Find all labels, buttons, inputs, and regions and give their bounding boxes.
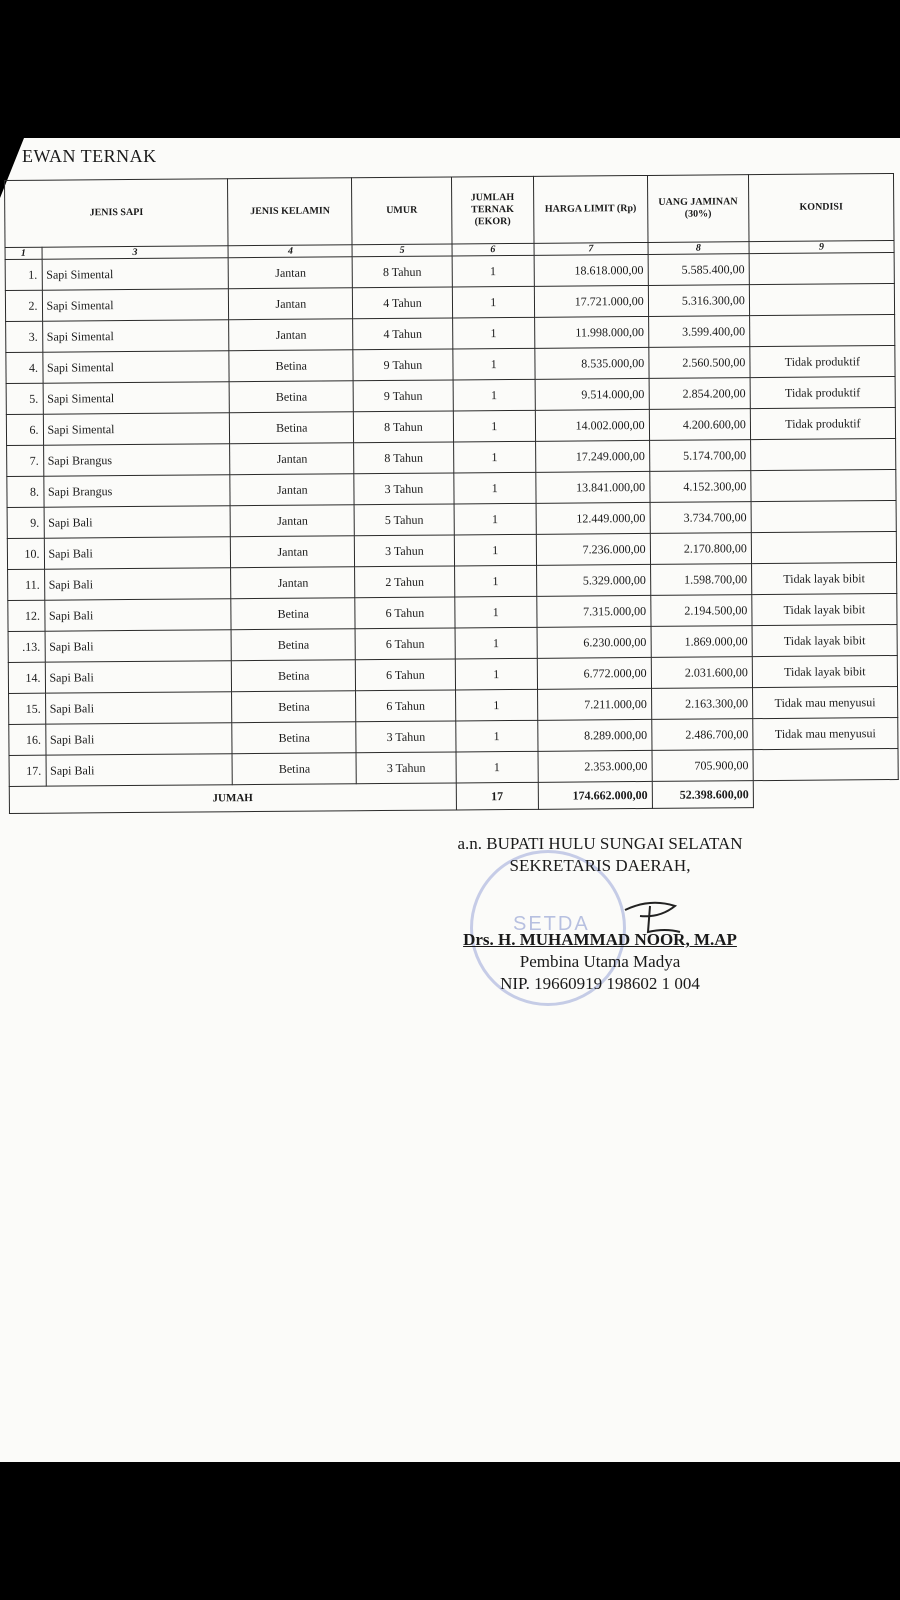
cell-umur: 3 Tahun	[354, 473, 453, 505]
document-page	[0, 138, 900, 1462]
cell-umur: 6 Tahun	[355, 597, 454, 629]
cell-jumlah: 1	[453, 410, 536, 442]
signatory-name: Drs. H. MUHAMMAD NOOR, M.AP	[463, 930, 737, 949]
cell-jenis: Sapi Simental	[42, 351, 229, 383]
cell-harga: 6.230.000,00	[537, 626, 651, 658]
column-number: 7	[534, 242, 648, 255]
cell-jaminan: 5.316.300,00	[648, 285, 749, 317]
signature-line1: a.n. BUPATI HULU SUNGAI SELATAN	[457, 834, 743, 853]
cell-no: 4.	[6, 352, 43, 383]
cell-jenis: Sapi Bali	[44, 599, 231, 631]
cell-harga: 12.449.000,00	[536, 502, 650, 534]
cell-jumlah: 1	[452, 348, 535, 380]
cell-jaminan: 4.152.300,00	[650, 471, 751, 503]
cell-kelamin: Jantan	[231, 536, 355, 568]
cell-jumlah: 1	[455, 720, 538, 752]
cell-umur: 9 Tahun	[353, 349, 452, 381]
cell-jaminan: 3.734.700,00	[650, 502, 751, 534]
cell-umur: 6 Tahun	[356, 659, 455, 691]
cell-jaminan: 3.599.400,00	[648, 316, 749, 348]
cell-kondisi: Tidak layak bibit	[751, 563, 896, 595]
cell-kondisi: Tidak layak bibit	[752, 625, 897, 657]
cell-jumlah: 1	[453, 472, 536, 504]
cell-kondisi: Tidak produktif	[750, 346, 895, 378]
cell-kondisi	[749, 315, 894, 347]
cell-jenis: Sapi Bali	[44, 568, 231, 600]
cell-harga: 13.841.000,00	[536, 471, 650, 503]
cell-kelamin: Betina	[232, 722, 356, 754]
cell-jenis: Sapi Bali	[46, 754, 233, 786]
cell-kondisi: Tidak layak bibit	[752, 594, 897, 626]
signature-line2: SEKRETARIS DAERAH,	[509, 856, 691, 875]
page-title: EWAN TERNAK	[22, 146, 157, 166]
cell-harga: 6.772.000,00	[537, 657, 651, 689]
cell-no: 17.	[9, 755, 46, 786]
column-number: 4	[228, 245, 352, 258]
cell-jumlah: 1	[453, 379, 536, 411]
cell-kondisi: Tidak mau menyusui	[752, 686, 897, 718]
cell-no: 11.	[8, 569, 45, 600]
cell-jenis: Sapi Bali	[44, 506, 231, 538]
total-jaminan: 52.398.600,00	[652, 781, 753, 809]
cell-jenis: Sapi Simental	[42, 289, 229, 321]
cell-kelamin: Jantan	[230, 474, 354, 506]
cell-umur: 3 Tahun	[356, 752, 455, 784]
cell-jenis: Sapi Brangus	[43, 444, 230, 476]
cell-jaminan: 1.598.700,00	[650, 564, 751, 596]
cell-umur: 5 Tahun	[354, 504, 453, 536]
cell-harga: 2.353.000,00	[538, 750, 652, 782]
cell-kondisi: Tidak produktif	[750, 408, 895, 440]
cell-harga: 18.618.000,00	[534, 254, 648, 286]
cell-jenis: Sapi Bali	[44, 537, 231, 569]
cell-harga: 17.249.000,00	[536, 440, 650, 472]
cell-no: 16.	[9, 724, 46, 755]
cell-kondisi: Tidak mau menyusui	[753, 717, 898, 749]
column-number: 1	[5, 247, 42, 259]
cell-kondisi	[751, 532, 896, 564]
cell-jenis: Sapi Simental	[43, 382, 230, 414]
cell-umur: 8 Tahun	[353, 256, 452, 288]
cell-umur: 4 Tahun	[353, 318, 452, 350]
signatory-nip: NIP. 19660919 198602 1 004	[500, 974, 700, 993]
cell-kelamin: Betina	[229, 381, 353, 413]
cell-jaminan: 2.486.700,00	[651, 719, 752, 751]
cell-kondisi	[749, 253, 894, 285]
cell-no: 7.	[7, 445, 44, 476]
cell-jaminan: 2.560.500,00	[649, 347, 750, 379]
cell-jumlah: 1	[455, 689, 538, 721]
cell-jumlah: 1	[455, 658, 538, 690]
cell-jaminan: 5.174.700,00	[649, 440, 750, 472]
cell-no: 15.	[9, 693, 46, 724]
cell-jumlah: 1	[452, 317, 535, 349]
table-header-row	[5, 174, 894, 248]
header-jenis-kelamin: JENIS KELAMIN	[228, 178, 353, 246]
cell-harga: 7.315.000,00	[537, 595, 651, 627]
column-number: 3	[42, 246, 229, 259]
cell-jumlah: 1	[456, 751, 539, 783]
cell-kelamin: Betina	[231, 629, 355, 661]
header-uang-jaminan: UANG JAMINAN (30%)	[647, 175, 749, 243]
cell-kelamin: Jantan	[228, 257, 352, 289]
cell-umur: 6 Tahun	[356, 690, 455, 722]
cell-umur: 8 Tahun	[354, 442, 453, 474]
total-harga: 174.662.000,00	[538, 781, 652, 809]
cell-kelamin: Jantan	[230, 505, 354, 537]
cell-kondisi	[751, 501, 896, 533]
total-empty	[753, 779, 898, 807]
column-number: 6	[452, 243, 535, 256]
cell-jenis: Sapi Simental	[42, 258, 229, 290]
cell-jumlah: 1	[453, 441, 536, 473]
cell-jaminan: 2.170.800,00	[650, 533, 751, 565]
total-label: JUMAH	[9, 783, 456, 814]
cell-kelamin: Betina	[231, 598, 355, 630]
cell-jenis: Sapi Bali	[45, 630, 232, 662]
bottom-bar	[0, 1462, 900, 1600]
header-jumlah-ternak: JUMLAH TERNAK (EKOR)	[451, 176, 534, 244]
cell-jenis: Sapi Bali	[45, 661, 232, 693]
cell-harga: 7.236.000,00	[536, 533, 650, 565]
header-harga-limit: HARGA LIMIT (Rp)	[533, 175, 647, 243]
cell-jumlah: 1	[454, 565, 537, 597]
cell-harga: 11.998.000,00	[535, 316, 649, 348]
cell-umur: 3 Tahun	[356, 721, 455, 753]
cell-harga: 8.535.000,00	[535, 347, 649, 379]
cell-no: 8.	[7, 476, 44, 507]
cell-kondisi	[749, 284, 894, 316]
cell-jaminan: 5.585.400,00	[648, 254, 749, 286]
cell-jumlah: 1	[452, 255, 535, 287]
signature-block	[410, 833, 790, 995]
cell-harga: 17.721.000,00	[534, 285, 648, 317]
cell-jumlah: 1	[454, 503, 537, 535]
cell-kondisi: Tidak produktif	[750, 377, 895, 409]
cell-jumlah: 1	[452, 286, 535, 318]
cell-no: 3.	[6, 321, 43, 352]
cell-umur: 3 Tahun	[355, 535, 454, 567]
cell-no: 12.	[8, 600, 45, 631]
cell-jenis: Sapi Brangus	[43, 475, 230, 507]
cell-kelamin: Jantan	[229, 319, 353, 351]
cell-kelamin: Betina	[230, 412, 354, 444]
cell-kelamin: Betina	[232, 660, 356, 692]
cell-umur: 2 Tahun	[355, 566, 454, 598]
cell-kelamin: Jantan	[229, 288, 353, 320]
stamp-text: SETDA	[513, 913, 590, 935]
cell-jaminan: 705.900,00	[652, 750, 753, 782]
cell-umur: 4 Tahun	[353, 287, 452, 319]
cell-jaminan: 1.869.000,00	[651, 626, 752, 658]
cell-harga: 8.289.000,00	[538, 719, 652, 751]
signatory-rank: Pembina Utama Madya	[519, 952, 681, 971]
cell-no: 9.	[7, 507, 44, 538]
cell-kondisi	[750, 439, 895, 471]
cell-kelamin: Betina	[232, 753, 356, 785]
table-body	[5, 253, 898, 787]
cell-umur: 8 Tahun	[354, 411, 453, 443]
header-umur: UMUR	[352, 177, 452, 245]
cell-kondisi: Tidak layak bibit	[752, 655, 897, 687]
cell-harga: 14.002.000,00	[535, 409, 649, 441]
cell-harga: 5.329.000,00	[537, 564, 651, 596]
cell-no: 10.	[7, 538, 44, 569]
cell-jumlah: 1	[454, 534, 537, 566]
cell-no: 1.	[5, 259, 42, 290]
cell-no: 14.	[8, 662, 45, 693]
cell-jenis: Sapi Bali	[45, 692, 232, 724]
cell-jenis: Sapi Bali	[45, 723, 232, 755]
cell-jaminan: 2.163.300,00	[651, 688, 752, 720]
cell-jaminan: 2.854.200,00	[649, 378, 750, 410]
cell-kelamin: Betina	[229, 350, 353, 382]
livestock-table	[4, 173, 899, 814]
cell-jenis: Sapi Simental	[43, 413, 230, 445]
column-number: 5	[352, 244, 451, 257]
cell-umur: 6 Tahun	[355, 628, 454, 660]
cell-jaminan: 2.031.600,00	[651, 657, 752, 689]
cell-jaminan: 2.194.500,00	[650, 595, 751, 627]
column-number: 9	[749, 241, 894, 254]
cell-no: 2.	[5, 290, 42, 321]
cell-harga: 9.514.000,00	[535, 378, 649, 410]
cell-jumlah: 1	[454, 596, 537, 628]
header-kondisi: KONDISI	[748, 174, 894, 242]
column-number: 8	[648, 242, 749, 255]
cell-umur: 9 Tahun	[354, 380, 453, 412]
cell-kondisi	[751, 470, 896, 502]
cell-jaminan: 4.200.600,00	[649, 409, 750, 441]
cell-jenis: Sapi Simental	[42, 320, 229, 352]
cell-kondisi	[753, 748, 898, 780]
cell-harga: 7.211.000,00	[538, 688, 652, 720]
cell-no: 6.	[6, 414, 43, 445]
cell-no: .13.	[8, 631, 45, 662]
cell-kelamin: Jantan	[230, 443, 354, 475]
cell-kelamin: Jantan	[231, 567, 355, 599]
total-jumlah: 17	[456, 782, 539, 810]
header-jenis-sapi: JENIS SAPI	[5, 179, 229, 248]
total-row	[9, 779, 898, 813]
cell-no: 5.	[6, 383, 43, 414]
cell-jumlah: 1	[455, 627, 538, 659]
cell-kelamin: Betina	[232, 691, 356, 723]
